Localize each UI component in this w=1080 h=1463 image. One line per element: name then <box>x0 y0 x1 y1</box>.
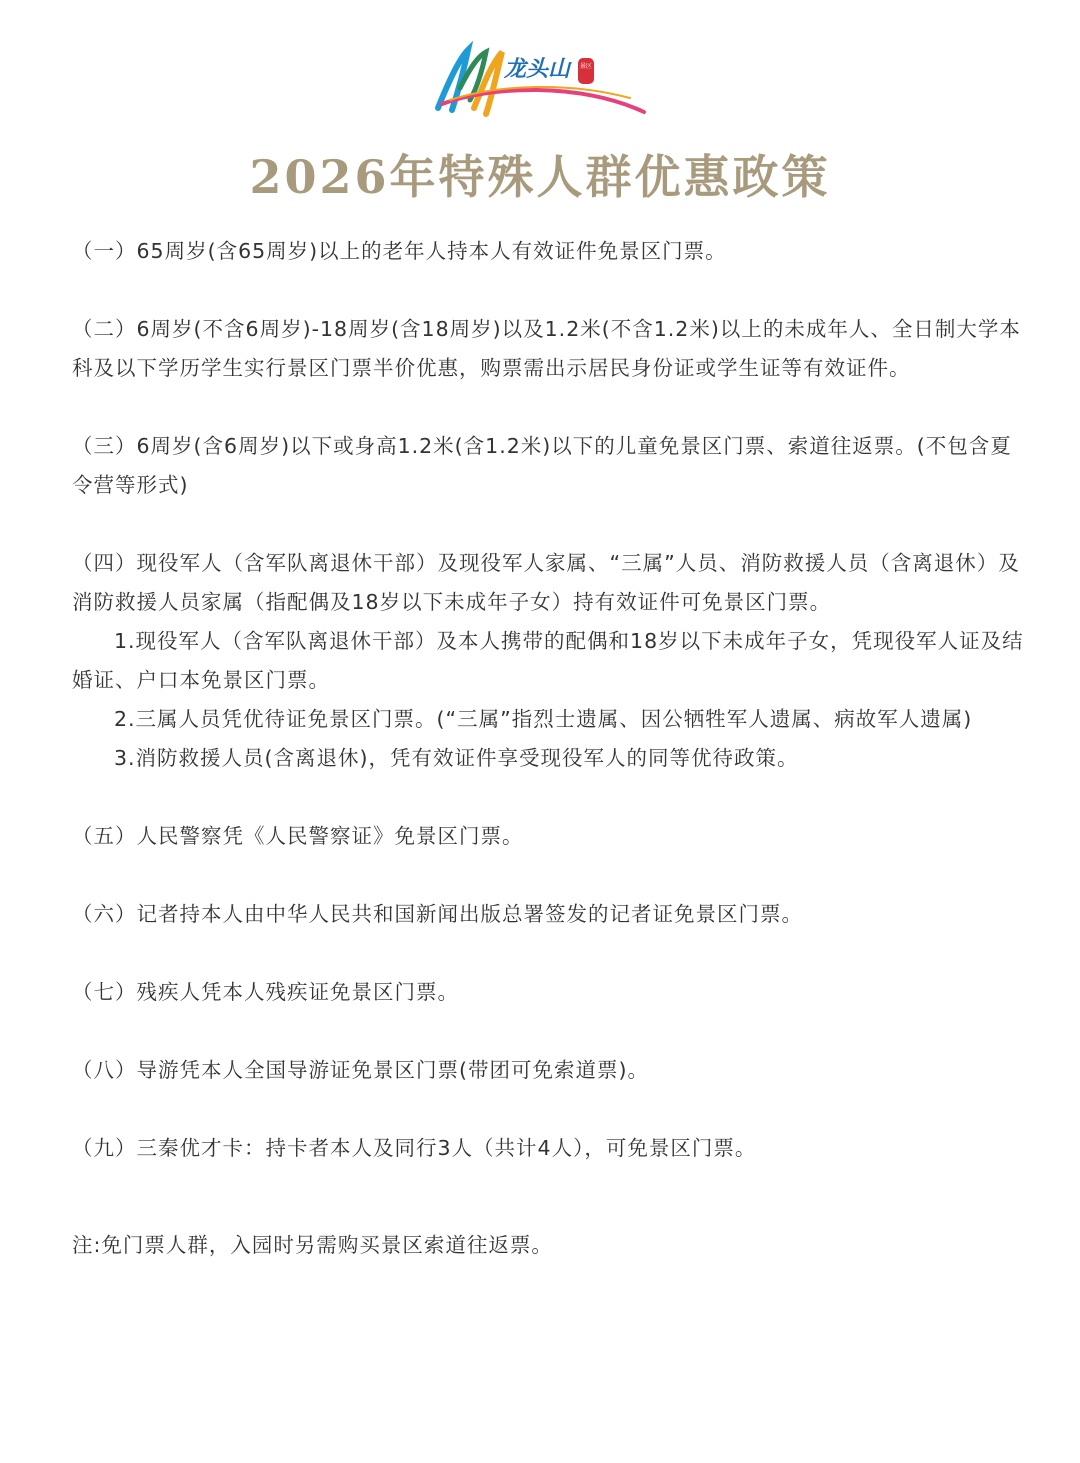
policy-item-3: （三）6周岁(含6周岁)以下或身高1.2米(含1.2米)以下的儿童免景区门票、索道往返票。(不包含夏令营等形式) <box>72 434 1012 497</box>
policy-item-1: （一）65周岁(含65周岁)以上的老年人持本人有效证件免景区门票。 <box>72 239 727 263</box>
policy-item-4: （四）现役军人（含军队离退休干部）及现役军人家属、“三属”人员、消防救援人员（含离退休）及消防救援人员家属（指配偶及18岁以下未成年子女）持有效证件可免景区门票。 <box>72 551 1020 614</box>
policy-item-6: （六）记者持本人由中华人民共和国新闻出版总署签发的记者证免景区门票。 <box>72 902 803 926</box>
note: 注:免门票人群，入园时另需购买景区索道往返票。 <box>72 1233 553 1257</box>
logo-text: 龙头山 <box>504 57 571 82</box>
policy-subitem-4-2: 2.三属人员凭优待证免景区门票。(“三属”指烈士遗属、因公牺牲军人遗属、病故军人遗属) <box>114 707 973 731</box>
policy-subitem-4-3: 3.消防救援人员(含离退休)，凭有效证件享受现役军人的同等优待政策。 <box>114 746 799 770</box>
policy-content <box>72 232 1032 1265</box>
policy-item-9: （九）三秦优才卡：持卡者本人及同行3人（共计4人），可免景区门票。 <box>72 1136 757 1160</box>
policy-item-2: （二）6周岁(不含6周岁)-18周岁(含18周岁)以及1.2米(不含1.2米)以上的未成年人、全日制大学本科及以下学历学生实行景区门票半价优惠，购票需出示居民身份证或学生证等有效证件。 <box>72 317 1021 380</box>
page-title: 2026年特殊人群优惠政策 <box>249 150 831 204</box>
seal-text: 景区 <box>580 63 593 70</box>
logo <box>430 38 650 122</box>
policy-item-5: （五）人民警察凭《人民警察证》免景区门票。 <box>72 824 524 848</box>
logo-graphic <box>430 38 650 122</box>
seal-icon <box>578 58 594 84</box>
policy-subitem-4-1: 1.现役军人（含军队离退休干部）及本人携带的配偶和18岁以下未成年子女，凭现役军人证及结婚证、户口本免景区门票。 <box>72 629 1024 692</box>
policy-item-8: （八）导游凭本人全国导游证免景区门票(带团可免索道票)。 <box>72 1058 649 1082</box>
policy-item-7: （七）残疾人凭本人残疾证免景区门票。 <box>72 980 459 1004</box>
